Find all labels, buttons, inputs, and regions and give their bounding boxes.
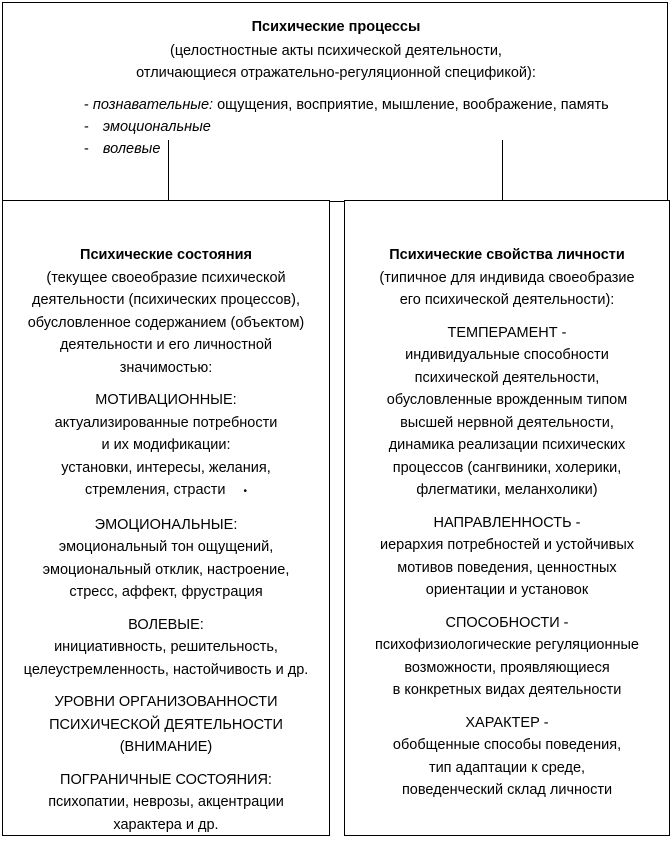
personality-properties-content: Психические свойства личности (типичное для индивида своеобразие его психической деятельности): ТЕМПЕРАМЕНТ - индивидуальные способности психической деятельности, обусловленные врожденным типом высшей нервной деятельности, динамика реализации психических процессов (сангвиники, холерики, флегматики, меланхолики) НАПРАВЛЕННОСТЬ - иерархия потребностей и устойчивых мотивов поведения, ценностных ориентации и установок СПОСОБНОСТИ - психофизиологические регуляционные возможности, проявляющиеся в конкретных видах деятельности ХАРАКТЕР - обобщенные способы поведения, тип адаптации к среде, поведенческий склад личности [344,244,670,802]
processes-subtitle-1: (целостностные акты психической деятельности, [170,43,502,59]
orientation-heading: НАПРАВЛЕННОСТЬ - [433,514,581,531]
emotional-heading: ЭМОЦИОНАЛЬНЫЕ: [94,516,238,533]
motivational-heading: МОТИВАЦИОННЫЕ: [95,392,237,408]
character-heading: ХАРАКТЕР - [465,714,549,731]
personality-properties-title: Психические свойства личности [389,247,625,263]
process-item-emotional: - эмоциональные [84,119,211,135]
connector-left [168,140,169,200]
mental-states-content: Психические состояния (текущее своеобразие психической деятельности (психических процессов), обусловленное содержанием (объектом) деятельности и его личностной значимостью: МОТИВАЦИОННЫЕ: актуализированные потребности и их модификации: установки, интересы, желания, стремления, страсти • ЭМОЦИОНАЛЬНЫЕ: эмоциональный тон ощущений, эмоциональный отклик, настроение, стресс, аффект, фрустрация ВОЛЕВЫЕ: инициативность, решительность, целеустремленность, настойчивость и др. УРОВНИ ОРГАНИЗОВАННОСТИ ПСИХИЧЕСКОЙ ДЕЯТЕЛЬНОСТИ (ВНИМАНИЕ) ПОГРАНИЧНЫЕ СОСТОЯНИЯ: психопатии, неврозы, акцентрации характера и др. [2,244,330,836]
connector-right [502,140,503,200]
processes-subtitle-2: отличающиеся отражательно-регуляционной спецификой): [136,65,536,81]
process-item-volitional: - волевые [84,141,161,157]
bullet-mark: • [243,486,248,497]
processes-title: Психические процессы [251,19,421,35]
abilities-heading: СПОСОБНОСТИ - [445,614,569,631]
organization-levels-heading: УРОВНИ ОРГАНИЗОВАННОСТИ [54,694,278,710]
borderline-states-heading: ПОГРАНИЧНЫЕ СОСТОЯНИЯ: [60,771,272,788]
mental-states-title: Психические состояния [80,247,252,263]
process-item-cognitive: - познавательные: ощущения, восприятие, мышление, воображение, память [84,97,609,113]
volitional-heading: ВОЛЕВЫЕ: [128,616,204,633]
temperament-heading: ТЕМПЕРАМЕНТ - [447,324,567,341]
